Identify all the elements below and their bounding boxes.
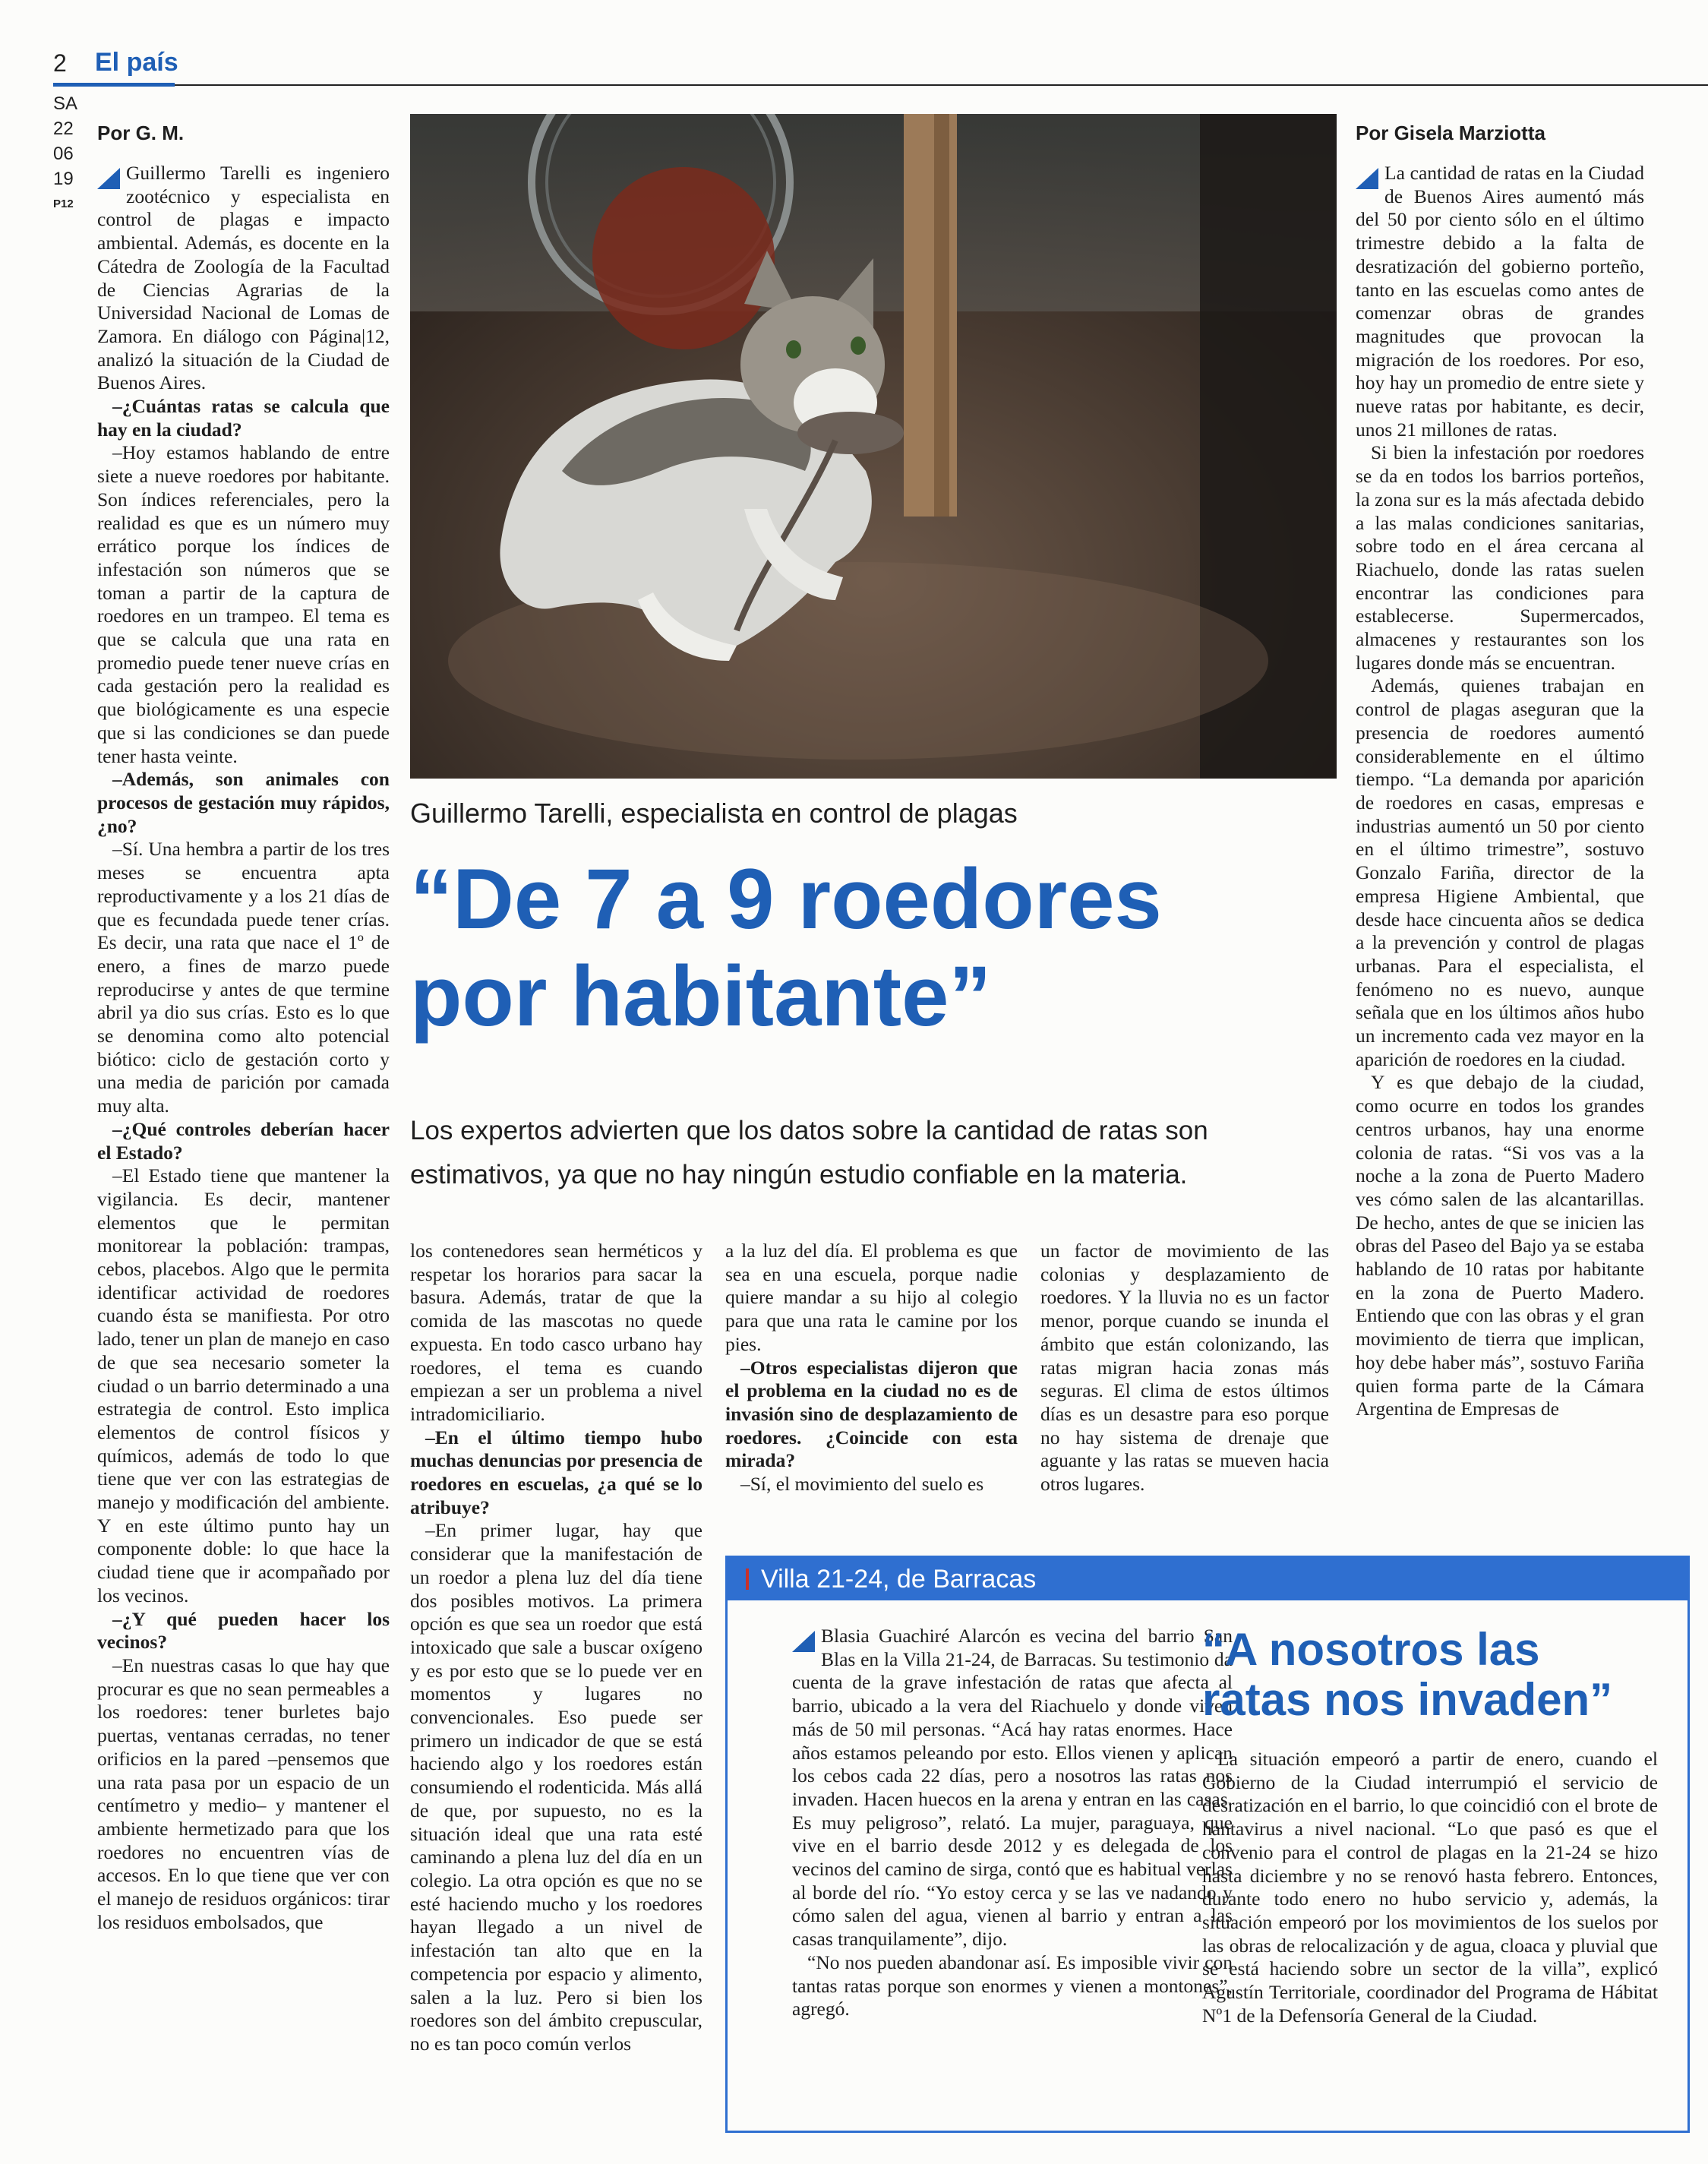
body-paragraph: a la luz del día. El problema es que sea en una escuela, porque nadie quiere mandar a su hijo al colegio para que una rata le camine por los pies. [725,1240,1018,1355]
box-title: Villa 21-24, de Barracas [761,1565,1037,1594]
body-paragraph: Además, quienes trabajan en control de plagas aseguran que la presencia de roedores aumentó considerablemente en el último tiempo. “La demanda por aparición de roedores en casas, empresas e industrias aumentó un 50 por ciento en el último trimestre”, sostuvo Gonzalo Fariña, director de la empresa Higiene Ambiental, que desde hace cincuenta años se dedica a la prevención y control de plagas urbanas. Para el especialista, el fenómeno no es nuevo, aunque señala que en los últimos años hubo un incremento cada vez mayor en la aparición de roedores en la ciudad. [1356,674,1644,1070]
right-byline: Por Gisela Marziotta [1356,122,1545,144]
question: –En el último tiempo hubo muchas denuncias por presencia de roedores en escuelas, ¿a qué se lo atribuye? [410,1426,702,1518]
date-yy: 19 [53,169,74,189]
left-column [97,122,390,1934]
body-paragraph: Y es que debajo de la ciudad, como ocurre en todos los grandes centros urbanos, hay una enorme colonia de ratas. “Si vos vas a la noche a la zona de Puerto Madero ves cómo salen de las alcantarillas. De hecho, antes de que se inicien las obras del Paseo del Bajo ya se estaba hablando de 10 ratas por habitante en la zona de Puerto Madero. Entiendo que con las obras y el gran movimiento de tierra que implican, hoy debe haber más”, sostuvo Fariña quien forma parte de la Cámara Argentina de Empresas de [1356,1071,1644,1420]
body-paragraph: Si bien la infestación por roedores se da en todos los barrios porteños, la zona sur es la más afectada debido a las malas condiciones sanitarias, sobre todo en el área cercana al Riachuelo, donde las ratas suelen encontrar las condiciones para establecerse. Supermercados, almacenes y restaurantes son los lugares donde más se encuentran. [1356,441,1644,674]
date-day: SA [53,93,78,114]
box-header [728,1558,1687,1600]
left-byline: Por G. M. [97,122,185,144]
date-block [53,91,91,216]
question: –¿Qué controles deberían hacer el Estado? [97,1117,390,1164]
question: –Además, son animales con procesos de gestación muy rápidos, ¿no? [97,768,390,837]
question: –¿Y qué pueden hacer los vecinos? [97,1607,390,1654]
cat-with-rat-image [410,114,1337,779]
right-column [1356,122,1644,1421]
box-headline: “A nosotros las ratas nos invaden” [1202,1624,1613,1725]
answer: –Sí, el movimiento del suelo es [740,1473,984,1496]
date-mm: 06 [53,144,74,164]
photo-caption: Guillermo Tarelli, especialista en control de plagas [410,798,1018,829]
box-left-text: Blasia Guachiré Alarcón es vecina del barrio San Blas en la Villa 21-24, de Barracas. Su testimonio da cuenta de la grave infestación de ratas que afecta al barrio, ubicado a la vera del Riachuelo y donde viven más de 50 mil personas. “Acá hay ratas enormes. Hace años estamos peleando por esto. Ellos vienen y aplican los cebos cada 22 días, pero a nosotros las ratas nos invaden. Hacen huecos en la arena y entran en las casas. Es muy peligroso”, relató. La mujer, paraguaya, que vive en el barrio desde 2012 y es delegada de los vecinos del camino de sirga, contó que es habitual verlas al borde del río. “Yo estoy cerca y se las ve nadando y cómo salen del agua, vienen al barrio y entran a las casas tranquilamente”, dijo. “No nos pueden abandonar así. Es imposible vivir con tantas ratas porque son enormes y vienen a montones”, agregó. [792,1625,1233,2020]
body-paragraph: los contenedores sean herméticos y respetar los horarios para sacar la basura. Además, tratar de que la comida de las mascotas no quede expuesta. En todo casco urbano hay roedores, el tema es cuando empiezan a ser un problema a nivel intradomiciliario. [410,1240,702,1425]
middle-column-3 [1040,1240,1329,1496]
paper-mark: P12 [53,197,74,210]
lead-triangle-icon [97,168,120,189]
middle-column-1 [410,1240,702,2056]
section-label: El país [95,48,178,77]
question: –¿Cuántas ratas se calcula que hay en la ciudad? [97,395,390,441]
page-number: 2 [53,49,67,77]
answer: –En primer lugar, hay que considerar que la manifestación de un roedor a plena luz del día tiene dos posibles motivos. La primera opción es que sea un roedor que está intoxicado que sale a buscar oxígeno y es por esto que se lo puede ver en momentos y lugares no convencionales. Eso puede ser primero un indicador de que se está haciendo algo y los roedores están consumiendo el rodenticida. Más allá de que, por supuesto, no es la situación ideal que una rata esté caminando a plena luz del día en un colegio. La otra opción es que no se esté haciendo mucho y los roedores hayan llegado a un nivel de infestación tan alto que en la competencia por espacio y alimento, salen a la luz. Pero si bien los roedores son del ámbito crepuscular, no es tan poco común verlos [410,1519,702,2055]
answer: –En nuestras casas lo que hay que procurar es que no sean permeables a los roedores: tener burletes bajo puertas, ventanas cerradas, no tener orificios en la pared –pensemos que una rata pasa por un espacio de un centímetro y medio– y mantener el ambiente hermetizado para que los roedores no encuentren vías de accesos. En lo que tiene que ver con el manejo de residuos orgánicos: tirar los residuos embolsados, que [97,1654,390,1933]
answer: –El Estado tiene que mantener la vigilancia. Es decir, mantener elementos que le permitan monitorear la población: trampas, cebos, placebos. Algo que le permita identificar actividad de roedores cuando ésta se manifiesta. Por otro lado, tener un plan de manejo en caso de que sea necesario someter la ciudad o un barrio determinado a una estrategia de control. Esto implica elementos de control físicos y químicos, además de todo lo que tiene que ver con las estrategias de manejo y modificación del ambiente. Y en este último punto hay un componente doble: lo que hace la ciudad tiene que ir acompañado por los vecinos. [97,1164,390,1606]
cat-photo [410,114,1337,779]
subhead: Los expertos advierten que los datos sobre la cantidad de ratas son estimativos, ya que no hay ningún estudio confiable en la materia. [410,1116,1208,1189]
date-dd: 22 [53,118,74,139]
page-header [0,42,1708,95]
villa-box [725,1556,1690,2133]
section-underline [53,83,175,87]
headline-line-2: por habitante” [410,949,992,1044]
lead-triangle-icon [792,1631,815,1652]
body-paragraph: “No nos pueden abandonar así. Es imposible vivir con tantas ratas porque son enormes y vienen a montones”, agregó. [792,1951,1233,2020]
right-article-body: La cantidad de ratas en la Ciudad de Buenos Aires aumentó más del 50 por ciento sólo en el último trimestre debido a la falta de desratización del gobierno porteño, tanto en las escuelas como antes de comenzar obras de grandes magnitudes que provocan la migración de los roedores. Por eso, hoy hay un promedio de entre siete y nueve ratas por habitante, es decir, unos 21 millones de ratas. Si bien la infestación por roedores se da en todos los barrios porteños, la zona sur es la más afectada debido a las malas condiciones sanitarias, sobre todo en el área cercana al Riachuelo, donde las ratas suelen encontrar las condiciones para establecerse. Supermercados, almacenes y restaurantes son los lugares donde más se encuentran. Además, quienes trabajan en control de plagas aseguran que la presencia de roedores aumentó considerablemente en el último tiempo. “La demanda por aparición de roedores en casas, empresas e industrias aumentó un 50 por ciento en el último trimestre”, sostuvo Gonzalo Fariña, director de la empresa Higiene Ambiental, que desde hace cincuenta años se dedica a la prevención y control de plagas urbanas. Para el especialista, el fenómeno no es nuevo, aunque señala que en los últimos años hubo un incremento cada vez mayor en la aparición de roedores en la ciudad. Y es que debajo de la ciudad, como ocurre en todos los grandes centros urbanos, hay una enorme colonia de ratas. “Si vos vas a la noche a la zona de Puerto Madero ves cómo salen de las alcantarillas. De hecho, antes de que se inicien las obras del Paseo del Bajo ya se estaba hablando de 10 ratas por habitante en la zona de Puerto Madero. Entiendo que con las obras y el gran movimiento de tierra que implican, hoy debe haber más”, sostuvo Fariña quien forma parte de la Cámara Argentina de Empresas de [1356,162,1644,1420]
middle-column-2 [725,1240,1018,1496]
left-article-body: Guillermo Tarelli es ingeniero zootécnico y especialista en control de plagas e impacto ambiental. Además, es docente en la Cátedra de Zoología de la Facultad de Ciencias Agrarias de la Universidad Nacional de Lomas de Zamora. En diálogo con Página|12, analizó la situación de la Ciudad de Buenos Aires. –¿Cuántas ratas se calcula que hay en la ciudad? –Hoy estamos hablando de entre siete a nueve roedores por habitante. Son índices referenciales, pero la realidad es que es un número muy errático porque los índices de infestación son números que se toman a partir de la captura de roedores en un trampeo. El tema es que se calcula que una rata en promedio puede tener nueve crías en cada gestación pero la realidad es que biológicamente es una especie que si las condiciones se dan puede tener hasta veinte. –Además, son animales con procesos de gestación muy rápidos, ¿no? –Sí. Una hembra a partir de los tres meses se encuentra apta reproductivamente y a los 21 días de que es fecundada puede tener crías. Es decir, una rata que nace el 1º de enero, a fines de marzo puede reproducirse y antes de que termine abril ya dio sus crías. Esto es lo que se denomina como alto potencial biótico: ciclo de gestación corto y una media de parición por camada muy alta. –¿Qué controles deberían hacer el Estado? –El Estado tiene que mantener la vigilancia. Es decir, mantener elementos que le permitan monitorear la población: trampas, cebos, placebos. Algo que le permita identificar actividad de roedores cuando ésta se manifiesta. Por otro lado, tener un plan de manejo en caso de que sea necesario someter la ciudad o un barrio determinado a una estrategia de control. Esto implica elementos de control físicos y químicos, además de todo lo que tiene que ver con las estrategias de manejo y modificación del ambiente. Y en este último punto hay un componente doble: lo que hace la ciudad tiene que ir acompañado por los vecinos. –¿Y qué pueden hacer los vecinos? –En nuestras casas lo que hay que procurar es que no sean permeables a los roedores: tener burletes bajo puertas, ventanas cerradas, no tener orificios en la pared –pensemos que una rata pasa por un espacio de un centímetro y medio– y mantener el ambiente hermetizado para que los roedores no encuentren vías de accesos. En lo que tiene que ver con el manejo de residuos orgánicos: tirar los residuos embolsados, que [97,162,390,1933]
answer: –Sí. Una hembra a partir de los tres meses se encuentra apta reproductivamente y a los 21 días de que es fecundada puede tener crías. Es decir, una rata que nace el 1º de enero, a fines de marzo puede reproducirse y antes de que termine abril ya dio sus crías. Esto es lo que se denomina como alto potencial biótico: ciclo de gestación corto y una media de parición por camada muy alta. [97,838,390,1117]
body-paragraph: un factor de movimiento de las colonias y desplazamiento de roedores. Y la lluvia no es un factor menor, porque cuando se inunda el ámbito que están colonizando, las ratas migran hacia zonas más seguras. El clima de estos últimos días es un desastre para eso porque no hay sistema de drenaje que aguante y las ratas se mueven hacia otros lugares. [1040,1240,1329,1496]
main-headline [410,851,1337,1045]
header-rule [175,84,1708,86]
answer: –Hoy estamos hablando de entre siete a nueve roedores por habitante. Son índices referenciales, pero la realidad es que es un número muy errático porque los índices de infestación son números que se toman a partir de la captura de roedores en un trampeo. El tema es que se calcula que una rata en promedio puede tener nueve crías en cada gestación pero la realidad es que biológicamente es una especie que si las condiciones se dan puede tener hasta veinte. [97,441,390,767]
box-header-mark-icon [746,1569,749,1590]
headline-line-1: “De 7 a 9 roedores [410,851,1162,946]
question: –Otros especialistas dijeron que el problema en la ciudad no es de invasión sino de desplazamiento de roedores. ¿Coincide con esta mirada? [725,1356,1018,1472]
box-right-text: La situación empeoró a partir de enero, cuando el Gobierno de la Ciudad interrumpió el servicio de desratización en el barrio, lo que coincidió con el brote de hantavirus a nivel nacional. “Lo que pasó es que el convenio para el control de plagas en la 21-24 se hizo hasta diciembre y no se renovó hasta febrero. Entonces, durante todo enero no hubo servicio y, además, la situación empeoró por los movimientos de los suelos por las obras de relocalización y de agua, cloaca y pluvial que se está haciendo sobre un sector de la villa”, explicó Agustín Territoriale, coordinador del Programa de Hábitat Nº1 de la Defensoría General de la Ciudad. [1202,1748,1658,2027]
lead-triangle-icon [1356,168,1378,189]
